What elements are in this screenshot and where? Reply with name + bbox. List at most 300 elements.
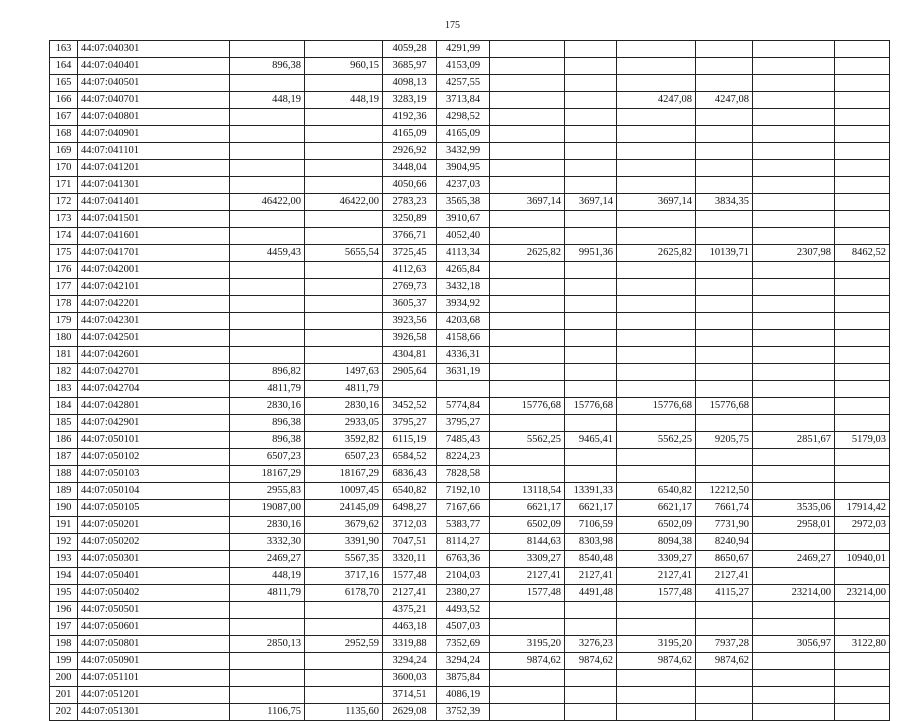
value-cell: 15776,68: [490, 398, 565, 415]
table-row: [50, 262, 890, 279]
value-cell: 2830,16: [305, 398, 383, 415]
value-cell: 2783,23: [383, 194, 437, 211]
value-cell: [230, 75, 305, 92]
row-number-cell: 166: [50, 92, 78, 109]
value-cell: 8144,63: [490, 534, 565, 551]
value-cell: [617, 347, 696, 364]
table-row: [50, 160, 890, 177]
value-cell: [835, 143, 890, 160]
cadastral-code-cell: 44:07:041301: [78, 177, 230, 194]
cadastral-code-cell: 44:07:040401: [78, 58, 230, 75]
value-cell: [696, 41, 753, 58]
value-cell: [490, 296, 565, 313]
value-cell: 15776,68: [565, 398, 617, 415]
value-cell: [230, 228, 305, 245]
value-cell: 8224,23: [437, 449, 490, 466]
value-cell: [565, 704, 617, 721]
value-cell: [753, 653, 835, 670]
value-cell: 8240,94: [696, 534, 753, 551]
cadastral-code-cell: 44:07:050104: [78, 483, 230, 500]
value-cell: [753, 687, 835, 704]
row-number-cell: 192: [50, 534, 78, 551]
value-cell: [696, 75, 753, 92]
value-cell: 10097,45: [305, 483, 383, 500]
value-cell: [753, 160, 835, 177]
value-cell: [753, 398, 835, 415]
value-cell: 13118,54: [490, 483, 565, 500]
row-number-cell: 176: [50, 262, 78, 279]
value-cell: 7352,69: [437, 636, 490, 653]
row-number-cell: 202: [50, 704, 78, 721]
value-cell: [230, 109, 305, 126]
value-cell: 7661,74: [696, 500, 753, 517]
value-cell: 3631,19: [437, 364, 490, 381]
row-number-cell: 197: [50, 619, 78, 636]
value-cell: 4459,43: [230, 245, 305, 262]
value-cell: [696, 364, 753, 381]
cadastral-code-cell: 44:07:051201: [78, 687, 230, 704]
value-cell: [835, 449, 890, 466]
value-cell: [490, 449, 565, 466]
cadastral-code-cell: 44:07:050301: [78, 551, 230, 568]
value-cell: [617, 143, 696, 160]
value-cell: [835, 194, 890, 211]
value-cell: [490, 670, 565, 687]
value-cell: [835, 126, 890, 143]
value-cell: 448,19: [230, 92, 305, 109]
row-number-cell: 195: [50, 585, 78, 602]
value-cell: 6502,09: [617, 517, 696, 534]
value-cell: [230, 313, 305, 330]
value-cell: 4811,79: [230, 381, 305, 398]
cadastral-code-cell: 44:07:050202: [78, 534, 230, 551]
value-cell: 1577,48: [383, 568, 437, 585]
value-cell: 4507,03: [437, 619, 490, 636]
value-cell: [696, 415, 753, 432]
value-cell: [696, 381, 753, 398]
value-cell: [753, 75, 835, 92]
value-cell: [696, 126, 753, 143]
value-cell: 9951,36: [565, 245, 617, 262]
value-cell: [753, 330, 835, 347]
value-cell: 2625,82: [490, 245, 565, 262]
value-cell: [753, 211, 835, 228]
value-cell: [565, 415, 617, 432]
table-row: [50, 585, 890, 602]
cadastral-code-cell: 44:07:051301: [78, 704, 230, 721]
value-cell: 4098,13: [383, 75, 437, 92]
value-cell: [696, 109, 753, 126]
value-cell: [835, 177, 890, 194]
value-cell: [835, 670, 890, 687]
value-cell: [753, 296, 835, 313]
value-cell: [696, 143, 753, 160]
value-cell: [696, 670, 753, 687]
value-cell: 8303,98: [565, 534, 617, 551]
value-cell: [490, 41, 565, 58]
table-row: [50, 534, 890, 551]
value-cell: [230, 296, 305, 313]
value-cell: 5567,35: [305, 551, 383, 568]
table-row: [50, 126, 890, 143]
value-cell: 15776,68: [696, 398, 753, 415]
value-cell: 6621,17: [565, 500, 617, 517]
value-cell: [305, 228, 383, 245]
value-cell: [230, 262, 305, 279]
row-number-cell: 189: [50, 483, 78, 500]
value-cell: [696, 313, 753, 330]
value-cell: 5774,84: [437, 398, 490, 415]
table-row: [50, 109, 890, 126]
value-cell: [617, 466, 696, 483]
value-cell: [305, 262, 383, 279]
value-cell: 1577,48: [490, 585, 565, 602]
value-cell: [230, 653, 305, 670]
value-cell: 4086,19: [437, 687, 490, 704]
value-cell: 3713,84: [437, 92, 490, 109]
table-row: [50, 398, 890, 415]
value-cell: 2926,92: [383, 143, 437, 160]
value-cell: 5655,54: [305, 245, 383, 262]
value-cell: 5179,03: [835, 432, 890, 449]
value-cell: 6584,52: [383, 449, 437, 466]
value-cell: [565, 143, 617, 160]
value-cell: 6836,43: [383, 466, 437, 483]
value-cell: [835, 602, 890, 619]
value-cell: [753, 262, 835, 279]
value-cell: 6763,36: [437, 551, 490, 568]
value-cell: [565, 296, 617, 313]
value-cell: 2851,67: [753, 432, 835, 449]
value-cell: [617, 279, 696, 296]
cadastral-code-cell: 44:07:042601: [78, 347, 230, 364]
table-row: [50, 415, 890, 432]
cadastral-code-cell: 44:07:040301: [78, 41, 230, 58]
value-cell: [753, 279, 835, 296]
value-cell: 3195,20: [617, 636, 696, 653]
value-cell: 7167,66: [437, 500, 490, 517]
value-cell: 3923,56: [383, 313, 437, 330]
value-cell: [490, 313, 565, 330]
value-cell: [230, 211, 305, 228]
table-row: [50, 602, 890, 619]
value-cell: [696, 449, 753, 466]
value-cell: 9874,62: [490, 653, 565, 670]
value-cell: [696, 704, 753, 721]
value-cell: 4463,18: [383, 619, 437, 636]
table-row: [50, 347, 890, 364]
value-cell: 3535,06: [753, 500, 835, 517]
value-cell: [305, 75, 383, 92]
value-cell: [490, 619, 565, 636]
value-cell: 8462,52: [835, 245, 890, 262]
table-row: [50, 58, 890, 75]
value-cell: [305, 619, 383, 636]
value-cell: 3195,20: [490, 636, 565, 653]
value-cell: [835, 75, 890, 92]
value-cell: [490, 160, 565, 177]
value-cell: [835, 58, 890, 75]
value-cell: [305, 670, 383, 687]
value-cell: 4304,81: [383, 347, 437, 364]
row-number-cell: 193: [50, 551, 78, 568]
value-cell: 3904,95: [437, 160, 490, 177]
value-cell: 3250,89: [383, 211, 437, 228]
value-cell: 8114,27: [437, 534, 490, 551]
value-cell: 6498,27: [383, 500, 437, 517]
value-cell: 4375,21: [383, 602, 437, 619]
value-cell: [565, 211, 617, 228]
value-cell: 3391,90: [305, 534, 383, 551]
row-number-cell: 187: [50, 449, 78, 466]
row-number-cell: 194: [50, 568, 78, 585]
value-cell: [835, 279, 890, 296]
value-cell: 18167,29: [230, 466, 305, 483]
value-cell: [753, 704, 835, 721]
value-cell: 3766,71: [383, 228, 437, 245]
value-cell: 3679,62: [305, 517, 383, 534]
value-cell: 3448,04: [383, 160, 437, 177]
value-cell: [230, 160, 305, 177]
value-cell: 3697,14: [617, 194, 696, 211]
value-cell: 4247,08: [696, 92, 753, 109]
value-cell: 3452,52: [383, 398, 437, 415]
row-number-cell: 178: [50, 296, 78, 313]
value-cell: [696, 211, 753, 228]
value-cell: 4153,09: [437, 58, 490, 75]
cadastral-code-cell: 44:07:042301: [78, 313, 230, 330]
row-number-cell: 175: [50, 245, 78, 262]
value-cell: 3319,88: [383, 636, 437, 653]
row-number-cell: 182: [50, 364, 78, 381]
cadastral-code-cell: 44:07:040501: [78, 75, 230, 92]
cadastral-code-cell: 44:07:050901: [78, 653, 230, 670]
table-row: [50, 500, 890, 517]
value-cell: [490, 687, 565, 704]
value-cell: [617, 228, 696, 245]
value-cell: [753, 483, 835, 500]
value-cell: 3795,27: [383, 415, 437, 432]
value-cell: [565, 126, 617, 143]
row-number-cell: 185: [50, 415, 78, 432]
value-cell: [565, 381, 617, 398]
value-cell: [753, 313, 835, 330]
value-cell: 5562,25: [617, 432, 696, 449]
value-cell: [835, 262, 890, 279]
value-cell: 6621,17: [617, 500, 696, 517]
row-number-cell: 199: [50, 653, 78, 670]
value-cell: 896,38: [230, 58, 305, 75]
table-row: [50, 330, 890, 347]
value-cell: 2769,73: [383, 279, 437, 296]
value-cell: 3432,99: [437, 143, 490, 160]
value-cell: 46422,00: [230, 194, 305, 211]
value-cell: [835, 687, 890, 704]
value-cell: 448,19: [305, 92, 383, 109]
value-cell: [617, 313, 696, 330]
value-cell: [753, 347, 835, 364]
value-cell: [617, 41, 696, 58]
table-row: [50, 568, 890, 585]
value-cell: [305, 347, 383, 364]
value-cell: [565, 160, 617, 177]
value-cell: [565, 687, 617, 704]
value-cell: [565, 602, 617, 619]
cadastral-code-cell: 44:07:050105: [78, 500, 230, 517]
row-number-cell: 198: [50, 636, 78, 653]
value-cell: 2625,82: [617, 245, 696, 262]
value-cell: 7047,51: [383, 534, 437, 551]
value-cell: [490, 279, 565, 296]
cadastral-code-cell: 44:07:041201: [78, 160, 230, 177]
value-cell: [230, 279, 305, 296]
value-cell: 9465,41: [565, 432, 617, 449]
value-cell: [835, 704, 890, 721]
row-number-cell: 201: [50, 687, 78, 704]
value-cell: 3697,14: [565, 194, 617, 211]
value-cell: [617, 415, 696, 432]
value-cell: 3795,27: [437, 415, 490, 432]
value-cell: 4059,28: [383, 41, 437, 58]
row-number-cell: 190: [50, 500, 78, 517]
value-cell: [835, 483, 890, 500]
value-cell: [696, 330, 753, 347]
value-cell: 4165,09: [383, 126, 437, 143]
table-row: [50, 211, 890, 228]
value-cell: [617, 670, 696, 687]
value-cell: [490, 466, 565, 483]
row-number-cell: 168: [50, 126, 78, 143]
value-cell: [490, 126, 565, 143]
value-cell: 5562,25: [490, 432, 565, 449]
value-cell: 7731,90: [696, 517, 753, 534]
value-cell: 4158,66: [437, 330, 490, 347]
value-cell: [753, 177, 835, 194]
cadastral-code-cell: 44:07:040901: [78, 126, 230, 143]
value-cell: [565, 670, 617, 687]
value-cell: [835, 364, 890, 381]
value-cell: [490, 58, 565, 75]
value-cell: [305, 109, 383, 126]
table-row: [50, 381, 890, 398]
value-cell: 3605,37: [383, 296, 437, 313]
value-cell: 2307,98: [753, 245, 835, 262]
cadastral-code-cell: 44:07:042201: [78, 296, 230, 313]
value-cell: [617, 330, 696, 347]
value-cell: [565, 58, 617, 75]
table-row: [50, 483, 890, 500]
value-cell: 19087,00: [230, 500, 305, 517]
value-cell: [490, 143, 565, 160]
value-cell: 8094,38: [617, 534, 696, 551]
value-cell: [835, 160, 890, 177]
value-cell: [565, 177, 617, 194]
value-cell: 23214,00: [835, 585, 890, 602]
value-cell: 3834,35: [696, 194, 753, 211]
value-cell: 1106,75: [230, 704, 305, 721]
value-cell: [230, 602, 305, 619]
table-row: [50, 670, 890, 687]
value-cell: [696, 279, 753, 296]
value-cell: 4493,52: [437, 602, 490, 619]
value-cell: 896,82: [230, 364, 305, 381]
value-cell: 3309,27: [617, 551, 696, 568]
value-cell: 8540,48: [565, 551, 617, 568]
value-cell: 3875,84: [437, 670, 490, 687]
cadastral-code-cell: 44:07:050102: [78, 449, 230, 466]
cadastral-code-cell: 44:07:042501: [78, 330, 230, 347]
value-cell: [753, 568, 835, 585]
value-cell: [305, 653, 383, 670]
value-cell: [753, 194, 835, 211]
cadastral-code-cell: 44:07:050601: [78, 619, 230, 636]
value-cell: 4237,03: [437, 177, 490, 194]
value-cell: [305, 160, 383, 177]
value-cell: [305, 330, 383, 347]
value-cell: 2933,05: [305, 415, 383, 432]
value-cell: [617, 381, 696, 398]
value-cell: 4491,48: [565, 585, 617, 602]
row-number-cell: 179: [50, 313, 78, 330]
value-cell: 23214,00: [753, 585, 835, 602]
value-cell: [490, 381, 565, 398]
table-row: [50, 228, 890, 245]
value-cell: 12212,50: [696, 483, 753, 500]
value-cell: 6115,19: [383, 432, 437, 449]
value-cell: [565, 347, 617, 364]
value-cell: [490, 602, 565, 619]
value-cell: 2127,41: [490, 568, 565, 585]
value-cell: 2127,41: [383, 585, 437, 602]
value-cell: 46422,00: [305, 194, 383, 211]
value-cell: 3714,51: [383, 687, 437, 704]
table-row: [50, 687, 890, 704]
value-cell: [490, 347, 565, 364]
value-cell: [305, 211, 383, 228]
table-row: [50, 143, 890, 160]
value-cell: 2952,59: [305, 636, 383, 653]
value-cell: 10940,01: [835, 551, 890, 568]
value-cell: [835, 415, 890, 432]
value-cell: [753, 534, 835, 551]
value-cell: 4811,79: [230, 585, 305, 602]
value-cell: [437, 381, 490, 398]
value-cell: 2830,16: [230, 517, 305, 534]
value-cell: [835, 653, 890, 670]
cadastral-code-cell: 44:07:042801: [78, 398, 230, 415]
value-cell: 3752,39: [437, 704, 490, 721]
value-cell: 4336,31: [437, 347, 490, 364]
value-cell: [565, 279, 617, 296]
value-cell: 2955,83: [230, 483, 305, 500]
value-cell: [617, 58, 696, 75]
value-cell: 2127,41: [565, 568, 617, 585]
cadastral-code-cell: 44:07:050501: [78, 602, 230, 619]
cadastral-value-table: [49, 40, 890, 721]
value-cell: 4291,99: [437, 41, 490, 58]
value-cell: [230, 347, 305, 364]
value-cell: 9874,62: [565, 653, 617, 670]
value-cell: 4050,66: [383, 177, 437, 194]
row-number-cell: 180: [50, 330, 78, 347]
value-cell: 7192,10: [437, 483, 490, 500]
value-cell: [617, 75, 696, 92]
value-cell: [305, 313, 383, 330]
value-cell: [696, 160, 753, 177]
value-cell: [230, 41, 305, 58]
value-cell: [305, 41, 383, 58]
value-cell: [305, 296, 383, 313]
